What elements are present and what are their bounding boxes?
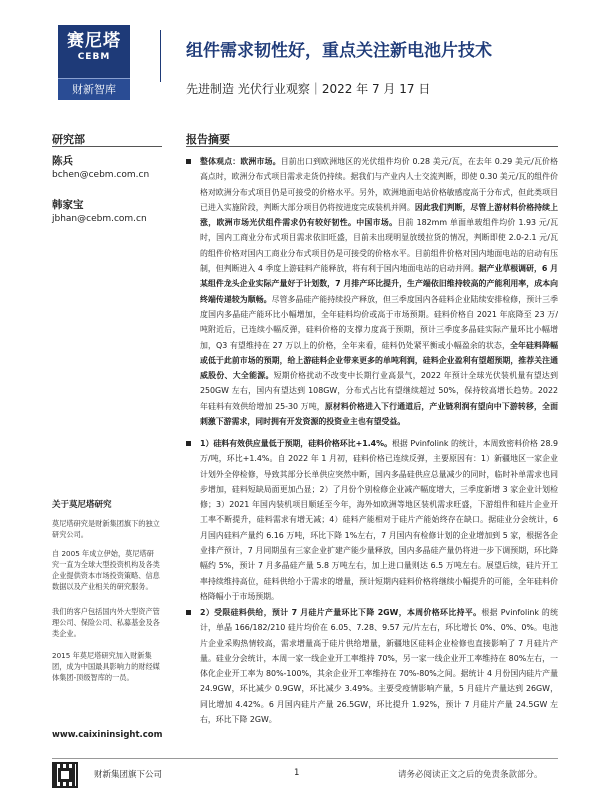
about-paragraph: 自 2005 年成立伊始，莫尼塔研究一直为全球大型投资机构及各类企业提供资本市场投资策略、信息数据以及产业相关的研究服务。 (52, 549, 160, 591)
emphasis-text: 据产业草根调研，6 月某组件龙头企业实际产量好于计划数，7 月排产环比提升，生产端依旧维持较高的产能利用率，成本向终端传递较为顺畅。 (200, 264, 558, 304)
body-text: 短期价格扰动不改变中长期行业高景气，2022 年预计全球光伏装机量有望达到 250GW 左右，国内有望达到 108GW，分布式占比有望继续超过 50%，保持较高增长趋势。2022 年硅料有效供给增加 25-30 万吨， (200, 371, 558, 411)
report-title: 组件需求韧性好，重点关注新电池片技术 (186, 41, 492, 61)
body-text: 根据 Pvinfolink 的统计，单晶 166/182/210 硅片均价在 6.05、7.28、9.57 元/片左右，环比增长 0%、0%、0%。电池片企业采购热情较高，需求增量高于硅片供给增量，新疆地区硅料企业检修也直接影响了 7 月硅片产量。硅业分会统计，本周一家一线企业开工率维持 70%，另一家一线企业开工率维持在 80%左右，一体化企业开工率为 80%-100%，其余企业开工率维持在 70%-80%之间。据统计 4 月份国内硅片产量 24.9GW，环比减少 0.9GW，环比减少 3.49%。主要受疫情影响产量，5 月硅片产量达到 26GW，同比增加 4.42%。6 月国内硅片产量 26.5GW，环比提升 1.92%，预计 7 月硅片产量 24.5GW 左右，环比下降 2GW。 (200, 608, 558, 725)
left-header-rule (52, 146, 162, 147)
about-paragraph: 莫尼塔研究是财新集团旗下的独立研究公司。 (52, 519, 160, 539)
header-divider (160, 30, 161, 82)
logo-sub-text: 财新智库 (58, 78, 130, 100)
emphasis-text: 欧洲市场。 (240, 157, 281, 166)
summary-body (186, 605, 558, 727)
summary-paragraph (186, 436, 558, 604)
emphasis-text: 2）受限硅料供给，预计 7 月硅片产量环比下降 2GW，本周价格环比持平。 (200, 608, 482, 617)
summary-paragraph (186, 605, 558, 727)
analyst-name: 陈兵 (52, 155, 73, 167)
page-number: 1 (294, 768, 300, 778)
body-text: 目前 182mm 单面单玻组件均价 1.93 元/瓦时，国内工商业分布式项目需求依旧旺盛，目前未出现明显放缓拉货的情况，判断即使 2.0-2.1 元/瓦的组件价格对国内工商业分布式项目仍是可接受的价格水平。目前组件价格对国内地面电站的启动有压制，但判断进入 4 季度上游硅料产能释放，将有利于国内地面电站的启动并网。 (200, 218, 558, 274)
analyst-email[interactable]: bchen@cebm.com.cn (52, 170, 150, 180)
summary-body (186, 436, 558, 604)
report-subtitle: 先进制造 光伏行业观察｜2022 年 7 月 17 日 (186, 82, 431, 96)
company-logo (58, 25, 130, 100)
body-text: 目前出口到欧洲地区的光伏组件均价 0.28 美元/瓦，在去年 0.29 美元/瓦价格高点时，欧洲分布式项目需求走货仍持续。据我们与产业内人士交流判断，即使 0.30 美元/瓦的组件价格对欧洲分布式项目仍是可接受的价格水平。另外，欧洲地面电站价格敏感度高于分布式，但此类项目已进入实施阶段，判断大部分项目仍将按进度完成装机并网。 (200, 157, 558, 212)
emphasis-text: 全年硅料降幅或低于此前市场的预期，给上游硅料企业带来更多的单吨利润，硅料企业盈利有望超预期，推荐关注通威股份、大全能源。 (200, 340, 558, 381)
logo-cn-text: 赛尼塔 (67, 31, 121, 51)
about-paragraph: 2015 年莫尼塔研究加入财新集团，成为中国最具影响力的财经媒体集团-顶级智库的一员。 (52, 651, 160, 682)
footer-disclaimer: 请务必阅读正文之后的免责条款部分。 (398, 770, 543, 780)
research-dept-heading: 研究部 (52, 133, 85, 146)
body-text: 根据 Pvinfolink 的统计，本周致密料价格 28.9 万/吨，环比+1.4%。自 2022 年 1 月初，硅料价格已连续反弹，主要原因有：1）新疆地区一家企业计划外全停检修，导致其部分长单供应突然中断，国内多晶硅供应总量减少的同时，临时补单需求也同步增加，硅料短缺局面更加凸显；2）了月份个别检修企业减产幅度增大，三季度新增 3 家企业计划检修；3）2021 年国内装机项目顺延至今年，海外如欧洲等地区装机需求旺盛，下游组件和硅片企业开工率不断提升，硅料需求有增无减；4）硅料产能相对于硅片产能始终存在缺口。据硅业分会统计，6 月国内硅料产量约 6.16 万吨，环比下降 1%左右，7 月国内有检修计划的企业增加到 5 家，根据各企业排产预计，7 月同期虽有三家企业扩建产能少量释放，国内多晶硅产量仍将进一步下调预期，环比降幅约 5%，预计 7 月多晶硅产量 5.8 万吨左右，加上进口量则达 6.5 万吨左右。展望后续，硅片开工率持续维持高位，硅料供给小于需求的增量，预计短期内硅料价格将继续小幅提升的可能，全年硅料价格降幅小于市场预期。 (200, 439, 558, 601)
emphasis-text: 因此我们判断，尽管上游材料价格持续上涨，欧洲市场光伏组件需求仍有较好韧性。中国市场。 (200, 202, 558, 228)
summary-paragraph (186, 154, 558, 429)
logo-en-text: CEBM (77, 52, 111, 62)
report-summary-heading: 报告摘要 (186, 133, 230, 146)
bullet-icon (186, 610, 191, 615)
emphasis-text: 1）硅料有效供应量低于预期，硅料价格环比+1.4%。 (200, 439, 392, 448)
bullet-icon (186, 441, 191, 446)
analyst-email[interactable]: jbhan@cebm.com.cn (52, 214, 147, 224)
analyst-name: 韩家宝 (52, 199, 84, 211)
emphasis-text: 整体观点： (200, 157, 241, 166)
about-heading: 关于莫尼塔研究 (52, 500, 112, 510)
right-header-rule (186, 146, 558, 147)
footer-company: 财新集团旗下公司 (94, 770, 163, 780)
bullet-icon (186, 159, 191, 164)
footer-rule (52, 758, 558, 759)
emphasis-text: 原材料价格进入下行通道后，产业链利润有望向中下游转移，全面刺激下游需求，同时拥有开发资源的投资业主也有望受益。 (200, 401, 558, 427)
qr-code-icon (52, 762, 78, 788)
about-paragraph: 我们的客户包括国内外大型资产管理公司、保险公司、私募基金及各类企业。 (52, 607, 160, 638)
body-text: 尽管多晶硅产能持续投产释放，但三季度国内各硅料企业陆续安排检修，预计三季度国内多晶硅产能环比小幅增加，全年硅料均价或高于市场预期。硅料价格自 2021 年底降至 23 万/吨附近后，已连续小幅反弹，硅料价格的支撑力度高于预期，预计三季度多晶硅实际产量环比小幅增加，Q3 有望维持在 27 万以上的价格，全年来看，硅料仍处紧平衡或小幅盈余的状态， (200, 294, 558, 350)
website-link[interactable]: www.caixininsight.com (52, 730, 163, 740)
summary-body (186, 154, 558, 429)
